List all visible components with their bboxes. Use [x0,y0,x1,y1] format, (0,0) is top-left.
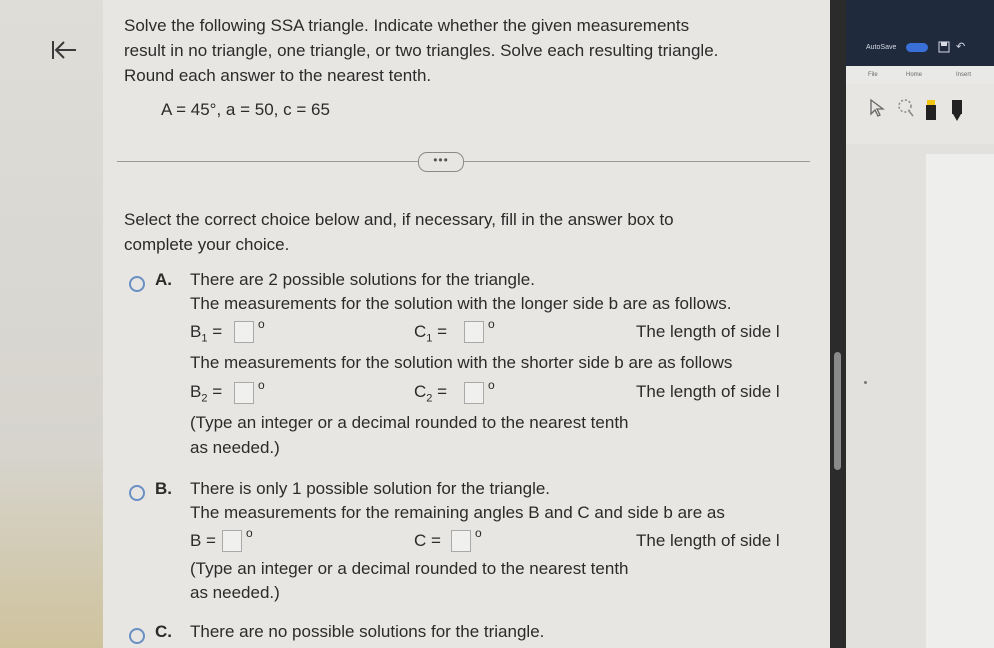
type-note: as needed.) [190,438,280,457]
question-line: Solve the following SSA triangle. Indicate whether the given measurements [124,16,690,35]
more-button-label: ••• [433,153,449,167]
b1-answer-box[interactable] [234,321,254,343]
tab-file[interactable]: File [868,72,878,78]
b-answer-box[interactable] [222,530,242,552]
c1-label: $C_1$ = [414,322,448,345]
degree-symbol: o [258,317,265,331]
undo-icon[interactable]: ↶ [956,41,966,53]
c-label: C = [414,531,441,550]
c1-answer-box[interactable] [464,321,484,343]
degree-symbol: o [488,317,495,331]
pen-icon[interactable] [950,98,964,122]
back-to-start-icon[interactable] [44,33,84,67]
given-values: A = 45°, a = 50, c = 65 [161,100,330,119]
option-c-radio[interactable] [129,628,145,644]
instructions [124,207,804,257]
option-b-letter: B. [155,479,172,498]
autosave-toggle[interactable] [906,43,928,52]
degree-symbol: o [475,526,482,540]
type-note: (Type an integer or a decimal rounded to the nearest tenth [190,413,629,432]
type-note: (Type an integer or a decimal rounded to the nearest tenth [190,559,629,578]
side-b1-label: The length of side l [636,322,780,341]
option-a-text: There are 2 possible solutions for the triangle. [190,270,535,289]
option-b-radio[interactable] [129,485,145,501]
instruction-line: Select the correct choice below and, if necessary, fill in the answer box to [124,210,674,229]
background-app-panel [846,0,994,648]
option-c-letter: C. [155,622,172,641]
b2-label: $B_2$ = [190,382,223,405]
left-gutter [0,0,103,648]
autosave-label: AutoSave [866,44,897,51]
scroll-thumb[interactable] [834,352,841,470]
c2-label: $C_2$ = [414,382,448,405]
c2-answer-box[interactable] [464,382,484,404]
side-b-label: The length of side l [636,531,780,550]
option-b-text: There is only 1 possible solution for the triangle. [190,479,551,498]
c-answer-box[interactable] [451,530,471,552]
b-label: B = [190,531,216,550]
highlighter-icon[interactable] [924,98,938,122]
document-canvas [846,144,994,648]
select-cursor-icon[interactable] [868,98,886,118]
option-a-shorter-intro: The measurements for the solution with the shorter side b are as follows [190,353,733,372]
option-a-letter: A. [155,270,172,289]
option-c-text: There are no possible solutions for the triangle. [190,622,545,641]
scrollbar[interactable] [830,0,846,648]
show-more-button[interactable] [418,152,464,172]
degree-symbol: o [258,378,265,392]
option-a-radio[interactable] [129,276,145,292]
document-page [926,154,994,648]
degree-symbol: o [246,526,253,540]
side-b2-label: The length of side l [636,382,780,401]
cursor-dot [864,381,867,384]
tab-home[interactable]: Home [906,72,923,78]
b2-answer-box[interactable] [234,382,254,404]
instruction-line: complete your choice. [124,235,290,254]
option-a-longer-intro: The measurements for the solution with the longer side b are as follows. [190,294,732,313]
degree-symbol: o [488,378,495,392]
question-line: result in no triangle, one triangle, or two triangles. Solve each resulting triangle. [124,41,719,60]
b1-label: $B_1$ = [190,322,223,345]
question-text [124,13,814,88]
ribbon-tools [846,84,994,144]
question-line: Round each answer to the nearest tenth. [124,66,432,85]
ribbon-tabs [846,66,994,84]
save-icon[interactable] [938,41,950,53]
title-bar [846,0,994,66]
type-note: as needed.) [190,583,280,602]
lasso-icon[interactable] [896,98,916,118]
option-b-intro: The measurements for the remaining angles B and C and side b are as [190,503,725,522]
tab-insert[interactable]: Insert [956,72,972,78]
